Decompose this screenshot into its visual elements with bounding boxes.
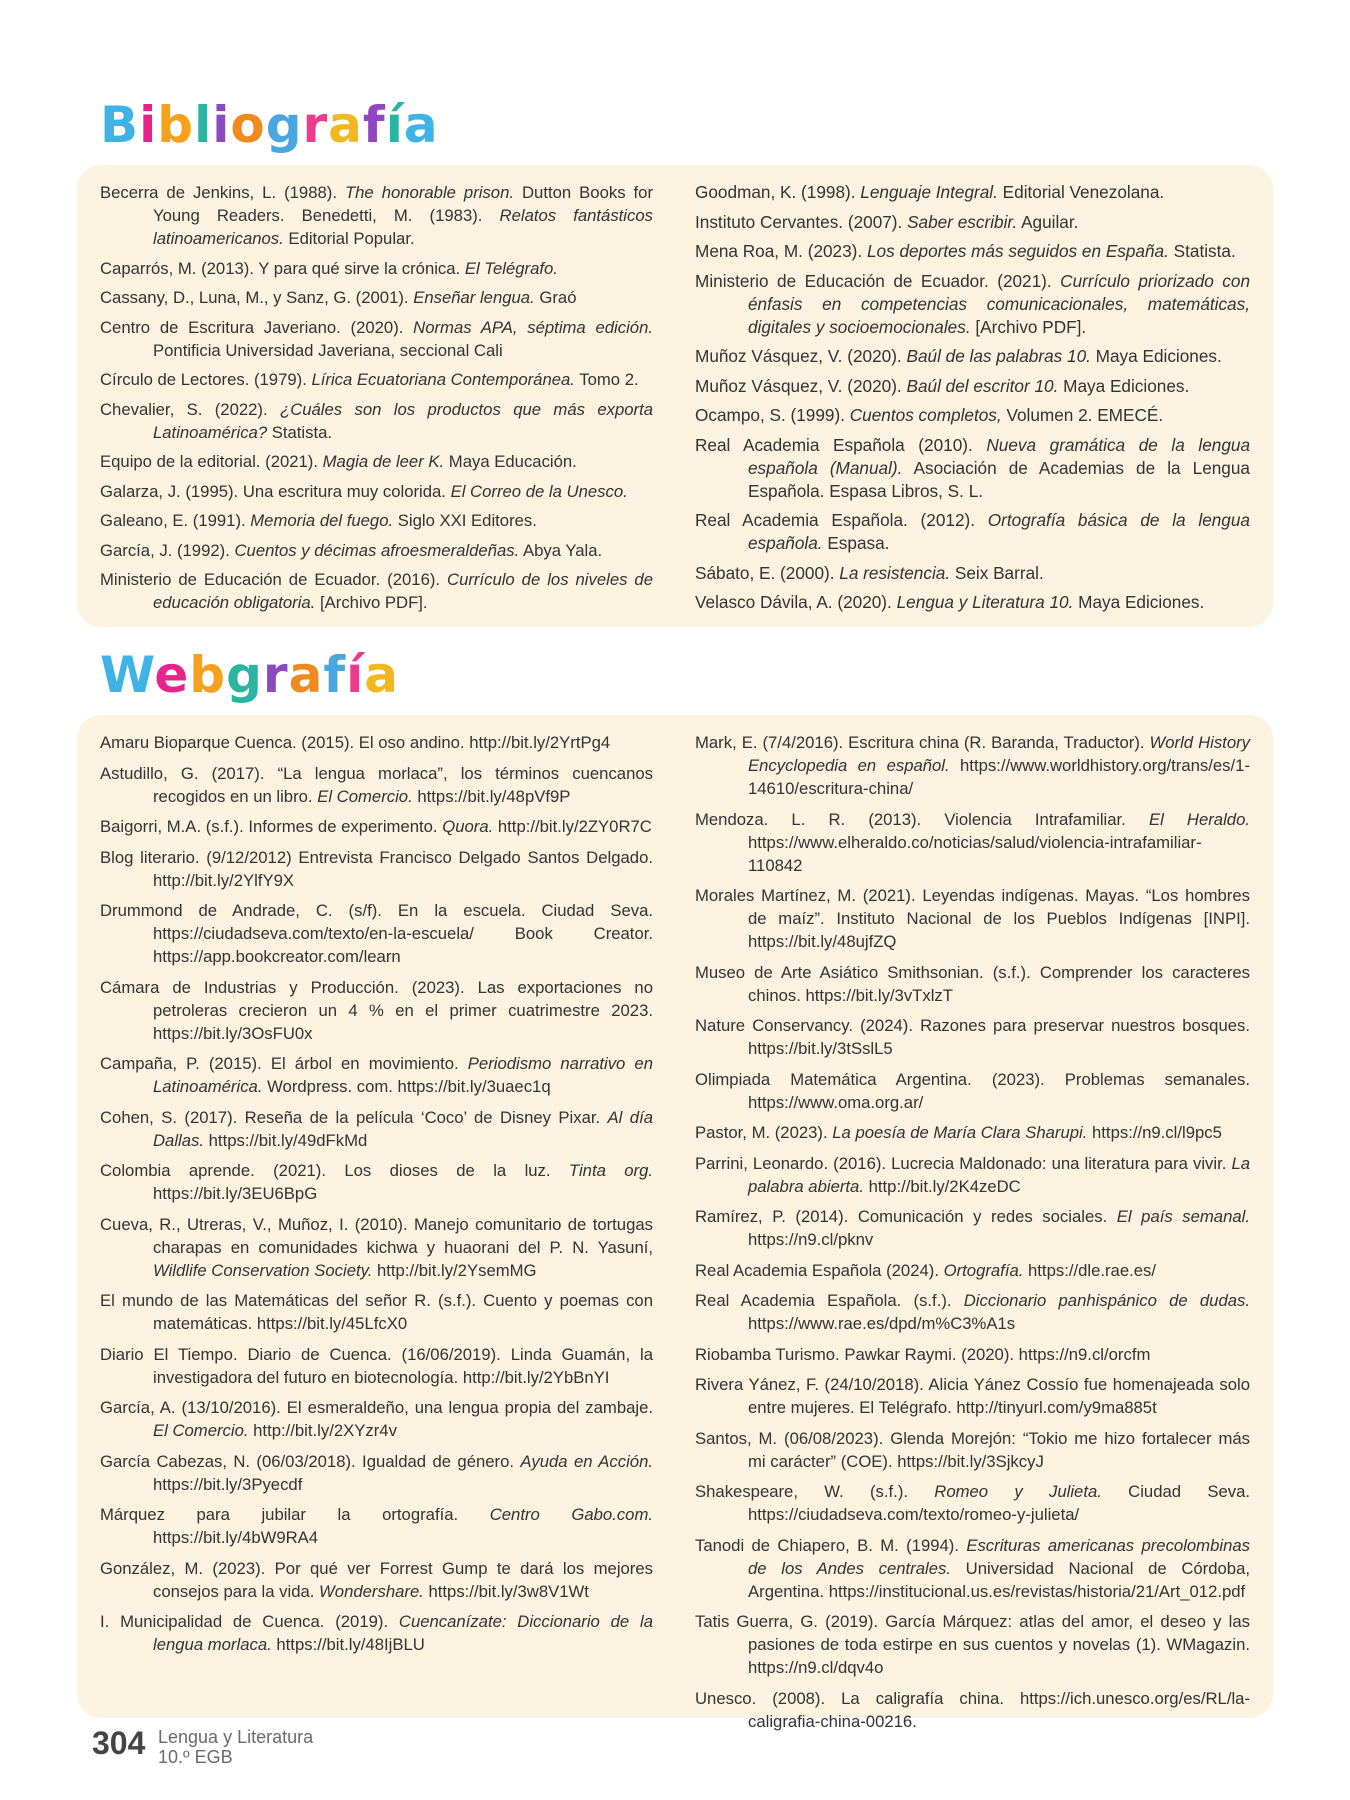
reference-text: Caparrós, M. (2013). Y para qué sirve la crónica.: [100, 258, 465, 278]
reference-text: https://n9.cl/l9pc5: [1087, 1123, 1222, 1142]
reference-entry: [100, 450, 653, 473]
reference-entry: [695, 1480, 1250, 1526]
reference-text: Becerra de Jenkins, L. (1988).: [100, 183, 345, 202]
reference-text: Statista.: [267, 422, 333, 442]
reference-entry: [695, 1289, 1250, 1335]
reference-text: https://www.elheraldo.co/noticias/salud/violencia-intrafamiliar-110842: [748, 832, 1202, 875]
reference-title-italic: Diccionario panhispánico de dudas.: [963, 1291, 1250, 1310]
reference-text: Maya Ediciones.: [1090, 346, 1222, 366]
reference-text: Morales Martínez, M. (2021). Leyendas indígenas. Mayas. “Los hombres de maíz”. Instituto Nacional de los Pueblos Indígenas [INPI]. https://bit.ly/48ujfZQ: [695, 886, 1250, 951]
reference-entry: [100, 976, 653, 1045]
webgrafia-panel: [77, 715, 1273, 1731]
reference-entry: [695, 591, 1250, 614]
bibliografia-column-right: [695, 165, 1250, 621]
reference-title-italic: El Correo de la Unesco.: [450, 481, 628, 501]
reference-text: Tomo 2.: [574, 370, 639, 389]
reference-entry: [695, 1205, 1250, 1251]
reference-text: https://bit.ly/49dFkMd: [204, 1130, 368, 1150]
reference-text: Parrini, Leonardo. (2016). Lucrecia Maldonado: una literatura para vivir.: [695, 1153, 1232, 1173]
reference-entry: [100, 509, 653, 532]
reference-text: Wordpress. com. https://bit.ly/3uaec1q: [262, 1077, 551, 1096]
reference-entry: [695, 1534, 1250, 1603]
bibliografia-column-left: [100, 165, 653, 621]
reference-entry: [100, 568, 653, 614]
reference-text: Ocampo, S. (1999).: [695, 405, 850, 425]
reference-entry: [100, 762, 653, 808]
reference-text: El mundo de las Matemáticas del señor R. (s.f.). Cuento y poemas con matemáticas. https://bit.ly/45LfcX0: [100, 1291, 653, 1333]
reference-entry: [100, 181, 653, 250]
reference-text: Real Academia Española (2024).: [695, 1260, 944, 1280]
footer-level: 10.º EGB: [158, 1747, 233, 1767]
reference-entry: [695, 434, 1250, 503]
webgrafia-title: Webgrafía: [100, 646, 399, 704]
reference-title-italic: La palabra abierta.: [748, 1153, 1250, 1196]
reference-text: https://bit.ly/4bW9RA4: [153, 1528, 319, 1547]
reference-text: Drummond de Andrade, C. (s/f). En la escuela. Ciudad Seva. https://ciudadseva.com/texto/en-la-escuela/ Book Creator. https://app.bookcreator.com/learn: [100, 901, 653, 966]
reference-title-italic: Ayuda en Acción.: [520, 1451, 653, 1471]
reference-title-italic: Romeo y Julieta.: [934, 1482, 1102, 1501]
reference-title-italic: Lengua y Literatura 10.: [896, 592, 1074, 612]
reference-text: Diario El Tiempo. Diario de Cuenca. (16/06/2019). Linda Guamán, la investigadora del futuro en biotecnología. http://bit.ly/2YbBnYI: [100, 1344, 653, 1387]
reference-text: Ministerio de Educación de Ecuador. (2021).: [695, 270, 1061, 291]
reference-title-italic: Al día Dallas.: [153, 1107, 653, 1150]
reference-entry: [695, 181, 1250, 204]
reference-title-italic: Currículo de los niveles de educación obligatoria.: [153, 570, 653, 612]
reference-text: Goodman, K. (1998).: [695, 182, 861, 202]
bibliografia-title: Bibliografía: [100, 96, 439, 154]
reference-text: Maya Educación.: [444, 452, 577, 471]
reference-entry: [695, 404, 1250, 427]
reference-text: Seix Barral.: [950, 562, 1044, 583]
reference-text: Pastor, M. (2023).: [695, 1123, 833, 1142]
reference-text: Universidad Nacional de Córdoba, Argentina. https://institucional.us.es/revistas/historia/21/Art_012.pdf: [748, 1558, 1250, 1601]
reference-entry: [100, 1052, 653, 1098]
reference-text: http://bit.ly/2ZY0R7C: [493, 817, 652, 836]
reference-entry: [695, 1687, 1250, 1733]
reference-entry: [100, 1213, 653, 1282]
reference-title-italic: Ortografía básica de la lengua española.: [748, 510, 1250, 553]
reference-entry: [100, 1343, 653, 1389]
reference-title-italic: El Comercio.: [317, 786, 413, 806]
reference-text: Abya Yala.: [519, 540, 603, 560]
reference-text: Rivera Yánez, F. (24/10/2018). Alicia Yánez Cossío fue homenajeada solo entre mujeres. El Telégrafo. http://tinyurl.com/y9ma885t: [695, 1375, 1250, 1417]
reference-entry: [695, 240, 1250, 263]
reference-entry: [695, 1259, 1250, 1282]
reference-entry: [100, 257, 653, 280]
reference-text: Sábato, E. (2000).: [695, 562, 840, 583]
reference-text: Santos, M. (06/08/2023). Glenda Morejón: “Tokio me hizo fortalecer más mi carácter” (COE). https://bit.ly/3SjkcyJ: [695, 1428, 1250, 1471]
reference-text: Tanodi de Chiapero, B. M. (1994).: [695, 1535, 967, 1555]
reference-text: Cámara de Industrias y Producción. (2023). Las exportaciones no petroleras crecieron un 4 % en el primer cuatrimestre 2023. https://bit.ly/3OsFU0x: [100, 977, 653, 1043]
reference-entry: [100, 368, 653, 391]
reference-text: García, A. (13/10/2016). El esmeraldeño, una lengua propia del zambaje.: [100, 1398, 653, 1417]
reference-text: Astudillo, G. (2017). “La lengua morlaca”, los términos cuencanos recogidos en un libro.: [100, 763, 653, 806]
reference-entry: [100, 815, 653, 838]
reference-title-italic: Currículo priorizado con énfasis en competencias comunicacionales, matemáticas, digitales y socioemocionales.: [748, 270, 1250, 337]
reference-title-italic: Relatos fantásticos latinoamericanos.: [153, 206, 653, 248]
reference-title-italic: La poesía de María Clara Sharupi.: [832, 1123, 1088, 1142]
reference-entry: [100, 1450, 653, 1496]
reference-text: Instituto Cervantes. (2007).: [695, 211, 908, 232]
reference-title-italic: Lírica Ecuatoriana Contemporánea.: [311, 370, 575, 389]
reference-text: Mena Roa, M. (2023).: [695, 241, 867, 261]
reference-entry: [100, 398, 653, 444]
reference-text: Márquez para jubilar la ortografía.: [100, 1505, 490, 1524]
reference-title-italic: Wondershare.: [319, 1581, 424, 1601]
reference-text: https://bit.ly/3EU6BpG: [153, 1184, 318, 1203]
reference-entry: [100, 1159, 653, 1205]
reference-text: Tatis Guerra, G. (2019). García Márquez: atlas del amor, el deseo y las pasiones de toda estirpe en sus cuentos y novelas (1). WMagazin. https://n9.cl/dqv4o: [695, 1612, 1250, 1677]
reference-title-italic: ¿Cuáles son los productos que más exporta Latinoamérica?: [153, 399, 653, 442]
reference-text: Centro de Escritura Javeriano. (2020).: [100, 317, 414, 337]
reference-title-italic: Quora.: [442, 817, 494, 836]
reference-entry: [695, 1152, 1250, 1198]
reference-text: Cueva, R., Utreras, V., Muñoz, I. (2010). Manejo comunitario de tortugas charapas en comunidades kichwa y huaorani del P. N. Yasuní,: [100, 1214, 653, 1257]
reference-text: Círculo de Lectores. (1979).: [100, 370, 312, 389]
reference-entry: [695, 1427, 1250, 1473]
reference-text: https://www.worldhistory.org/trans/es/1-14610/escritura-china/: [748, 756, 1250, 798]
reference-text: Real Academia Española (2010).: [695, 434, 987, 455]
reference-text: Amaru Bioparque Cuenca. (2015). El oso andino. http://bit.ly/2YrtPg4: [100, 733, 611, 752]
reference-entry: [100, 316, 653, 362]
reference-text: Maya Ediciones.: [1058, 375, 1190, 396]
reference-text: Cohen, S. (2017). Reseña de la película ‘Coco’ de Disney Pixar.: [100, 1107, 608, 1127]
reference-title-italic: Saber escribir.: [907, 211, 1018, 232]
reference-title-italic: Normas APA, séptima edición.: [413, 317, 653, 337]
reference-entry: [695, 1068, 1250, 1114]
reference-title-italic: The honorable prison.: [344, 183, 515, 202]
reference-text: Aguilar.: [1017, 211, 1079, 232]
reference-title-italic: Periodismo narrativo en Latinoamérica.: [153, 1054, 653, 1096]
reference-title-italic: Baúl del escritor 10.: [906, 375, 1059, 396]
reference-title-italic: Memoria del fuego.: [250, 511, 394, 530]
reference-text: https://dle.rae.es/: [1023, 1260, 1157, 1280]
reference-title-italic: Cuentos completos,: [849, 405, 1002, 425]
reference-text: García, J. (1992).: [100, 540, 235, 560]
reference-title-italic: Cuencanízate: Diccionario de la lengua morlaca.: [153, 1612, 653, 1654]
reference-text: Editorial Popular.: [283, 229, 415, 248]
reference-entry: [100, 1289, 653, 1335]
reference-text: http://bit.ly/2K4zeDC: [863, 1176, 1021, 1196]
reference-entry: [695, 1121, 1250, 1144]
reference-entry: [100, 731, 653, 754]
reference-text: [Archivo PDF].: [315, 593, 428, 612]
reference-title-italic: El país semanal.: [1116, 1207, 1250, 1226]
reference-entry: [695, 211, 1250, 234]
reference-title-italic: Escrituras americanas precolombinas de los Andes centrales.: [748, 1535, 1250, 1578]
reference-title-italic: Wildlife Conservation Society.: [153, 1260, 373, 1280]
reference-text: Maya Ediciones.: [1073, 592, 1205, 612]
reference-text: I. Municipalidad de Cuenca. (2019).: [100, 1612, 399, 1631]
reference-title-italic: Los deportes más seguidos en España.: [866, 241, 1169, 261]
reference-entry: [695, 270, 1250, 339]
reference-entry: [100, 1503, 653, 1549]
reference-entry: [100, 286, 653, 309]
reference-title-italic: Centro Gabo.com.: [489, 1505, 653, 1524]
reference-text: https://www.rae.es/dpd/m%C3%A1s: [748, 1314, 1016, 1333]
reference-title-italic: Ortografía.: [943, 1260, 1024, 1280]
reference-title-italic: El Heraldo.: [1148, 809, 1250, 829]
reference-title-italic: La resistencia.: [839, 562, 951, 583]
reference-entry: [695, 1014, 1250, 1060]
reference-text: Olimpiada Matemática Argentina. (2023). Problemas semanales. https://www.oma.org.ar/: [695, 1069, 1250, 1112]
reference-text: Dutton Books for Young Readers. Benedetti, M. (1983).: [153, 183, 653, 225]
reference-text: Museo de Arte Asiático Smithsonian. (s.f.). Comprender los caracteres chinos. https://bit.ly/3vTxlzT: [695, 962, 1250, 1005]
reference-text: http://bit.ly/2XYzr4v: [248, 1421, 397, 1440]
reference-text: Velasco Dávila, A. (2020).: [695, 592, 897, 612]
bibliografia-panel: [77, 165, 1273, 627]
reference-text: Statista.: [1168, 241, 1236, 261]
reference-entry: [695, 345, 1250, 368]
reference-entry: [100, 1396, 653, 1442]
reference-text: García Cabezas, N. (06/03/2018). Igualdad de género.: [100, 1451, 521, 1471]
reference-text: Nature Conservancy. (2024). Razones para preservar nuestros bosques. https://bit.ly/3tSslL5: [695, 1016, 1250, 1058]
reference-text: Colombia aprende. (2021). Los dioses de la luz.: [100, 1161, 569, 1180]
reference-text: https://bit.ly/3w8V1Wt: [423, 1581, 589, 1601]
reference-entry: [695, 509, 1250, 555]
reference-entry: [100, 1557, 653, 1603]
reference-text: Real Academia Española. (2012).: [695, 510, 988, 530]
reference-text: Siglo XXI Editores.: [393, 511, 537, 530]
reference-entry: [100, 1610, 653, 1656]
reference-text: http://bit.ly/2YsemMG: [372, 1260, 537, 1280]
reference-text: Muñoz Vásquez, V. (2020).: [695, 375, 907, 396]
reference-entry: [695, 375, 1250, 398]
reference-text: https://bit.ly/48pVf9P: [412, 786, 571, 806]
reference-entry: [100, 480, 653, 503]
reference-text: Ramírez, P. (2014). Comunicación y redes sociales.: [695, 1207, 1117, 1226]
reference-text: Espasa.: [822, 533, 890, 553]
footer-subject: Lengua y Literatura: [158, 1727, 314, 1747]
reference-text: Mark, E. (7/4/2016). Escritura china (R. Baranda, Traductor).: [695, 733, 1150, 752]
reference-entry: [695, 1610, 1250, 1679]
reference-text: Volumen 2. EMECÉ.: [1001, 405, 1164, 425]
reference-entry: [695, 808, 1250, 877]
reference-text: [Archivo PDF].: [970, 316, 1087, 337]
reference-title-italic: Tinta org.: [568, 1161, 654, 1180]
reference-text: Baigorri, M.A. (s.f.). Informes de experimento.: [100, 817, 443, 836]
reference-text: Pontificia Universidad Javeriana, seccional Cali: [153, 340, 503, 360]
reference-text: Graó: [534, 288, 577, 307]
reference-text: Campaña, P. (2015). El árbol en movimiento.: [100, 1054, 468, 1073]
reference-title-italic: Baúl de las palabras 10.: [906, 346, 1091, 366]
reference-text: Galeano, E. (1991).: [100, 511, 251, 530]
reference-text: Chevalier, S. (2022).: [100, 399, 280, 419]
reference-entry: [100, 846, 653, 892]
reference-title-italic: Enseñar lengua.: [413, 288, 535, 307]
reference-text: https://n9.cl/pknv: [748, 1230, 874, 1249]
reference-title-italic: World History Encyclopedia en español.: [748, 733, 1251, 775]
reference-text: Equipo de la editorial. (2021).: [100, 452, 323, 471]
reference-entry: [695, 1373, 1250, 1419]
reference-title-italic: Nueva gramática de la lengua española (Manual).: [748, 434, 1251, 478]
reference-title-italic: El Telégrafo.: [464, 258, 558, 278]
reference-text: González, M. (2023). Por qué ver Forrest Gump te dará los mejores consejos para la vida.: [100, 1558, 653, 1601]
reference-text: Ciudad Seva. https://ciudadseva.com/texto/romeo-y-julieta/: [748, 1482, 1250, 1524]
reference-title-italic: Cuentos y décimas afroesmeraldeñas.: [234, 540, 520, 560]
reference-entry: [695, 884, 1250, 953]
webgrafia-column-left: [100, 715, 653, 1664]
reference-entry: [695, 1343, 1250, 1366]
reference-text: Muñoz Vásquez, V. (2020).: [695, 346, 907, 366]
reference-text: Unesco. (2008). La caligrafía china. https://ich.unesco.org/es/RL/la-caligrafia-china-00216.: [695, 1688, 1250, 1731]
reference-text: Mendoza. L. R. (2013). Violencia Intrafamiliar.: [695, 809, 1149, 829]
reference-text: Shakespeare, W. (s.f.).: [695, 1482, 935, 1501]
reference-text: https://bit.ly/48IjBLU: [271, 1635, 425, 1654]
reference-text: Ministerio de Educación de Ecuador. (2016).: [100, 570, 448, 589]
reference-text: Real Academia Española. (s.f.).: [695, 1291, 964, 1310]
reference-text: https://bit.ly/3Pyecdf: [153, 1474, 303, 1494]
reference-entry: [100, 1106, 653, 1152]
reference-entry: [100, 539, 653, 562]
reference-title-italic: Magia de leer K.: [322, 452, 445, 471]
reference-entry: [695, 961, 1250, 1007]
reference-text: Asociación de Academias de la Lengua Española. Espasa Libros, S. L.: [748, 457, 1250, 501]
reference-text: Cassany, D., Luna, M., y Sanz, G. (2001).: [100, 288, 414, 307]
webgrafia-column-right: [695, 715, 1250, 1740]
reference-text: Galarza, J. (1995). Una escritura muy colorida.: [100, 481, 451, 501]
reference-text: Blog literario. (9/12/2012) Entrevista Francisco Delgado Santos Delgado. http://bit.ly/2YlfY9X: [100, 847, 653, 890]
reference-entry: [695, 731, 1250, 800]
reference-title-italic: Lenguaje Integral.: [860, 182, 998, 202]
reference-title-italic: El Comercio.: [153, 1421, 249, 1440]
reference-text: Riobamba Turismo. Pawkar Raymi. (2020). https://n9.cl/orcfm: [695, 1344, 1151, 1364]
reference-entry: [100, 899, 653, 968]
reference-entry: [695, 562, 1250, 585]
reference-text: Editorial Venezolana.: [997, 182, 1165, 202]
page-number: 304: [92, 1725, 146, 1761]
